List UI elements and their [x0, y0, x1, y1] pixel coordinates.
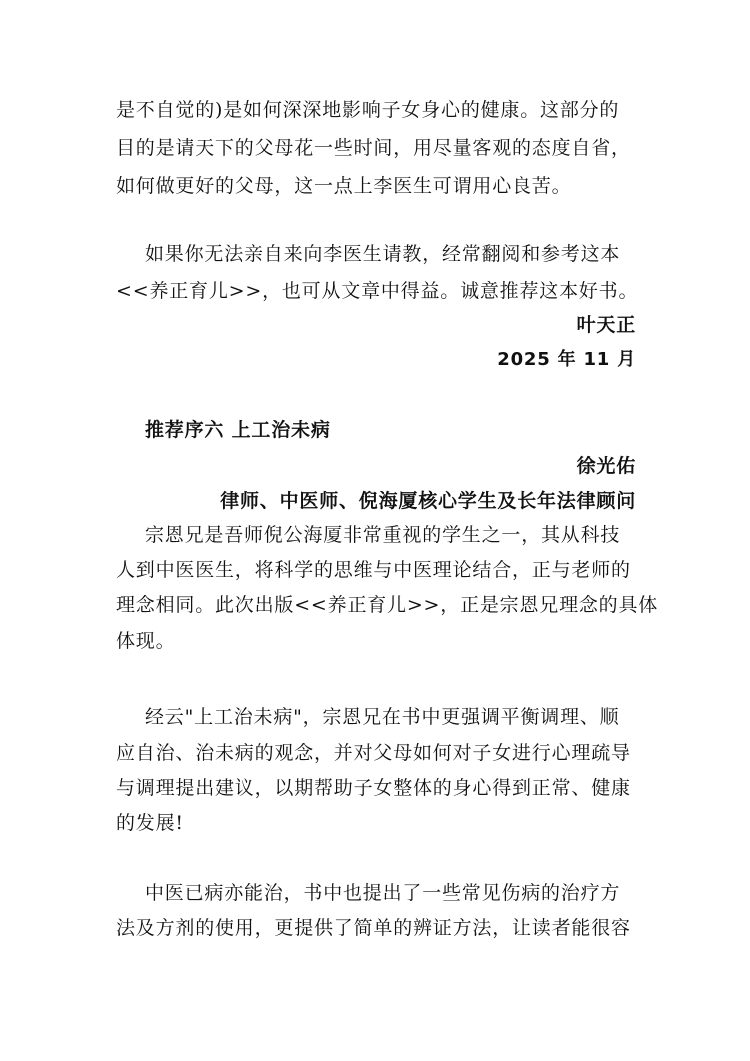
preface-author: 徐光佑: [576, 455, 636, 477]
preface-paragraph-1-line-2: 人到中医医生，将科学的思维与中医理论结合，正与老师的: [116, 559, 631, 581]
intro-line-1: 是不自觉的)是如何深深地影响子女身心的健康。这部分的: [116, 99, 620, 121]
preface-paragraph-2-line-3: 与调理提出建议，以期帮助子女整体的身心得到正常、健康: [116, 777, 631, 799]
recommendation-line-1: 如果你无法亲自来向李医生请教，经常翻阅和参考这本: [145, 243, 621, 265]
preface-paragraph-2-line-4: 的发展!: [116, 812, 184, 834]
preface-paragraph-1-line-3: 理念相同。此次出版<<养正育儿>>，正是宗恩兄理念的具体: [116, 594, 659, 616]
preface-paragraph-3-line-1: 中医已病亦能治，书中也提出了一些常见伤病的治疗方: [145, 882, 621, 904]
preface-title: 推荐序六 上工治未病: [145, 419, 331, 441]
recommendation-date: 2025 年 11 月: [497, 349, 636, 370]
preface-paragraph-1-line-1: 宗恩兄是吾师倪公海厦非常重视的学生之一，其从科技: [145, 524, 621, 546]
preface-paragraph-3-line-2: 法及方剂的使用，更提供了简单的辨证方法，让读者能很容: [116, 917, 631, 939]
preface-paragraph-1-line-4: 体现。: [116, 630, 176, 652]
preface-paragraph-2-line-1: 经云"上工治未病"，宗恩兄在书中更强调平衡调理、顺: [145, 706, 620, 728]
intro-line-3: 如何做更好的父母，这一点上李医生可谓用心良苦。: [116, 175, 572, 197]
intro-line-2: 目的是请天下的父母花一些时间，用尽量客观的态度自省，: [116, 137, 631, 159]
recommendation-line-2: <<养正育儿>>，也可从文章中得益。诚意推荐这本好书。: [116, 280, 639, 302]
preface-credentials: 律师、中医师、倪海厦核心学生及长年法律顾问: [220, 490, 636, 512]
preface-paragraph-2-line-2: 应自治、治未病的观念，并对父母如何对子女进行心理疏导: [116, 742, 631, 764]
recommendation-author: 叶天正: [576, 314, 636, 336]
